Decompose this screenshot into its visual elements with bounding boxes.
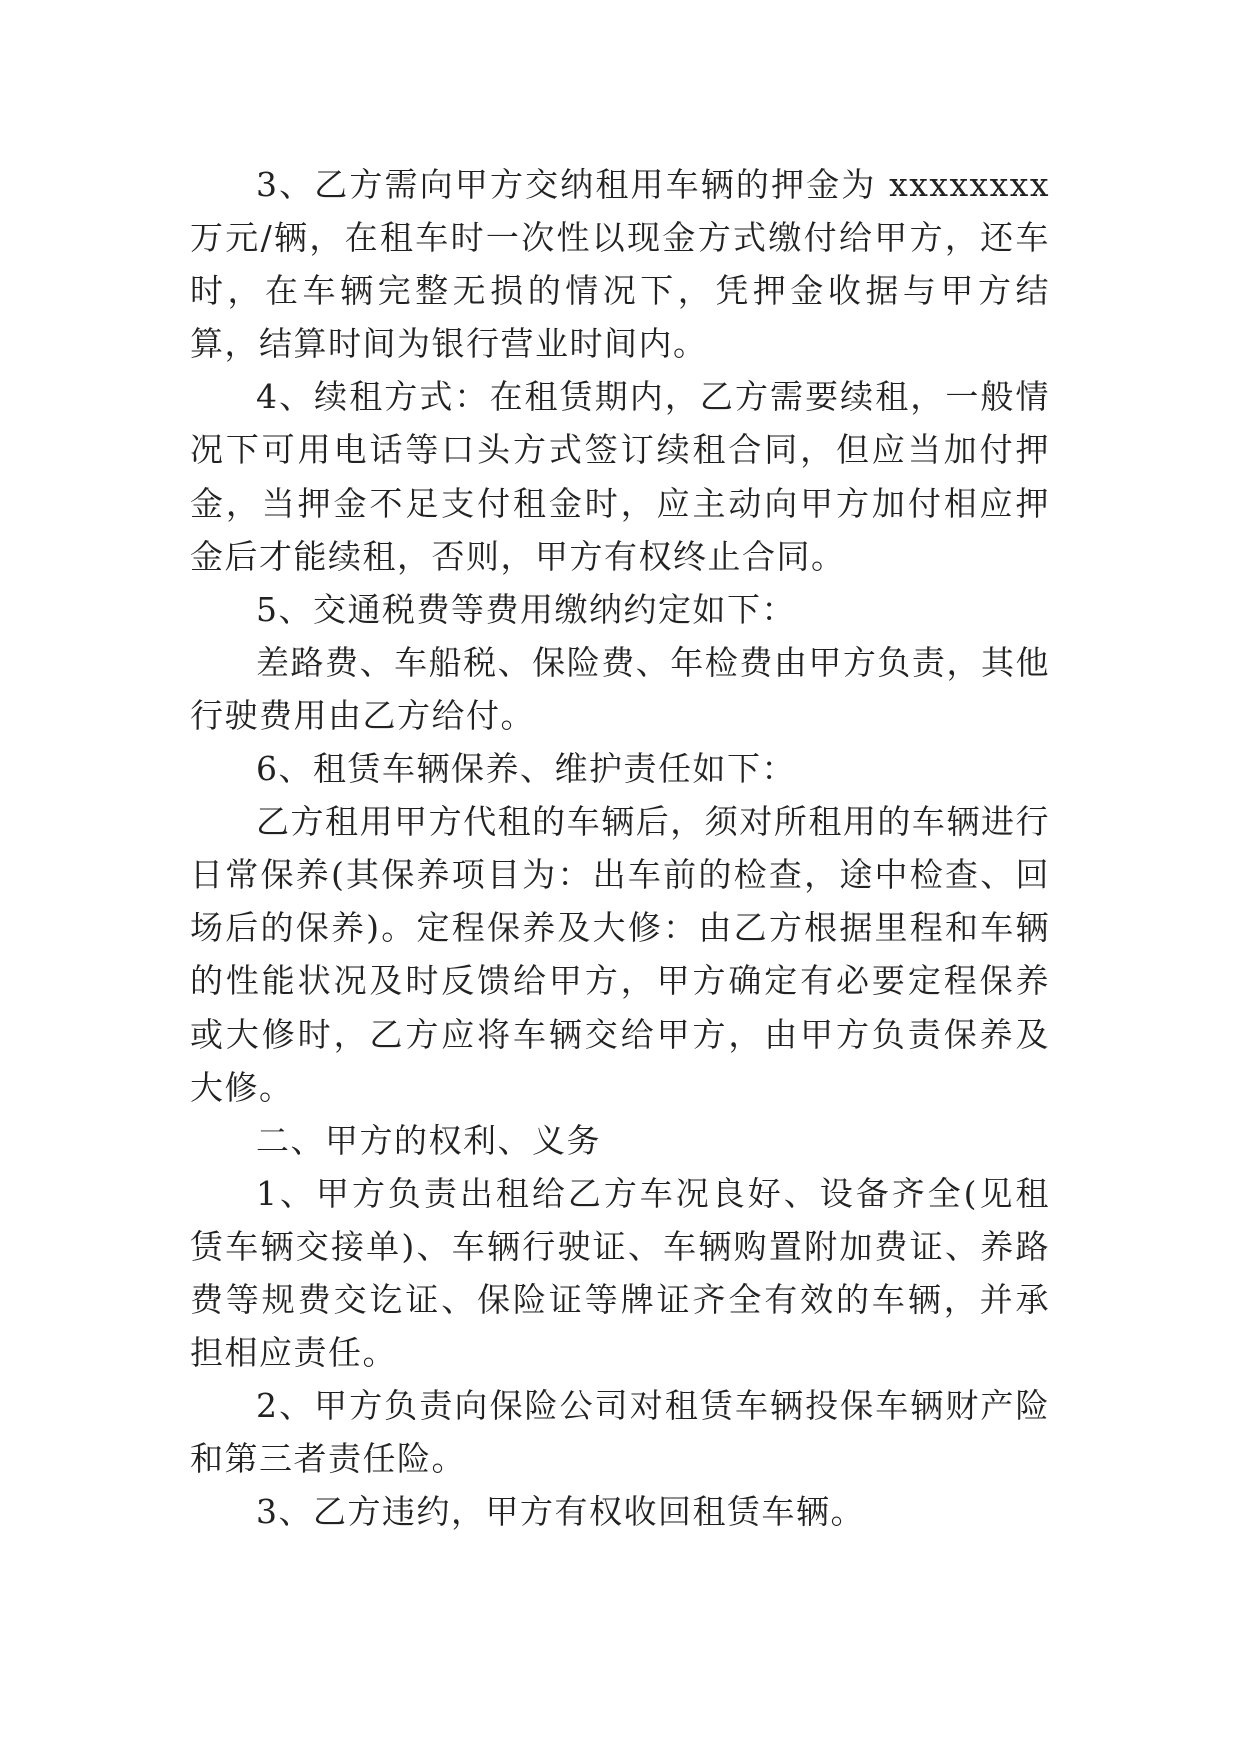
paragraph-maintenance-heading: 6、租赁车辆保养、维护责任如下：: [256, 749, 796, 789]
section-heading-party-a: 二、甲方的权利、义务: [256, 1120, 601, 1160]
paragraph-renewal: 4、续租方式：在租赁期内，乙方需要续租，一般情况下可用电话等口头方式签订续租合同，但应当加付押金，当押金不足支付租金时，应主动向甲方加付相应押金后才能续租，否则，甲方有权终止合同。: [190, 377, 1050, 576]
document-body: [190, 158, 1050, 1538]
paragraph-party-a-duty-3: 3、乙方违约，甲方有权收回租赁车辆。: [256, 1492, 865, 1532]
paragraph-party-a-duty-1: 1、甲方负责出租给乙方车况良好、设备齐全(见租赁车辆交接单)、车辆行驶证、车辆购置附加费证、养路费等规费交讫证、保险证等牌证齐全有效的车辆，并承担相应责任。: [190, 1173, 1050, 1373]
paragraph-deposit: 3、乙方需向甲方交纳租用车辆的押金为 xxxxxxxx 万元/辆，在租车时一次性以现金方式缴付给甲方，还车时，在车辆完整无损的情况下，凭押金收据与甲方结算，结算时间为银行营业时间内。: [190, 165, 1050, 364]
paragraph-fees-heading: 5、交通税费等费用缴纳约定如下：: [256, 589, 796, 629]
paragraph-fees-detail: 差路费、车船税、保险费、年检费由甲方负责，其他行驶费用由乙方给付。: [190, 642, 1050, 735]
paragraph-maintenance-detail: 乙方租用甲方代租的车辆后，须对所租用的车辆进行日常保养(其保养项目为：出车前的检查，途中检查、回场后的保养)。定程保养及大修：由乙方根据里程和车辆的性能状况及时反馈给甲方，甲方确定有必要定程保养或大修时，乙方应将车辆交给甲方，由甲方负责保养及大修。: [190, 802, 1050, 1107]
paragraph-party-a-duty-2: 2、甲方负责向保险公司对租赁车辆投保车辆财产险和第三者责任险。: [190, 1386, 1050, 1479]
